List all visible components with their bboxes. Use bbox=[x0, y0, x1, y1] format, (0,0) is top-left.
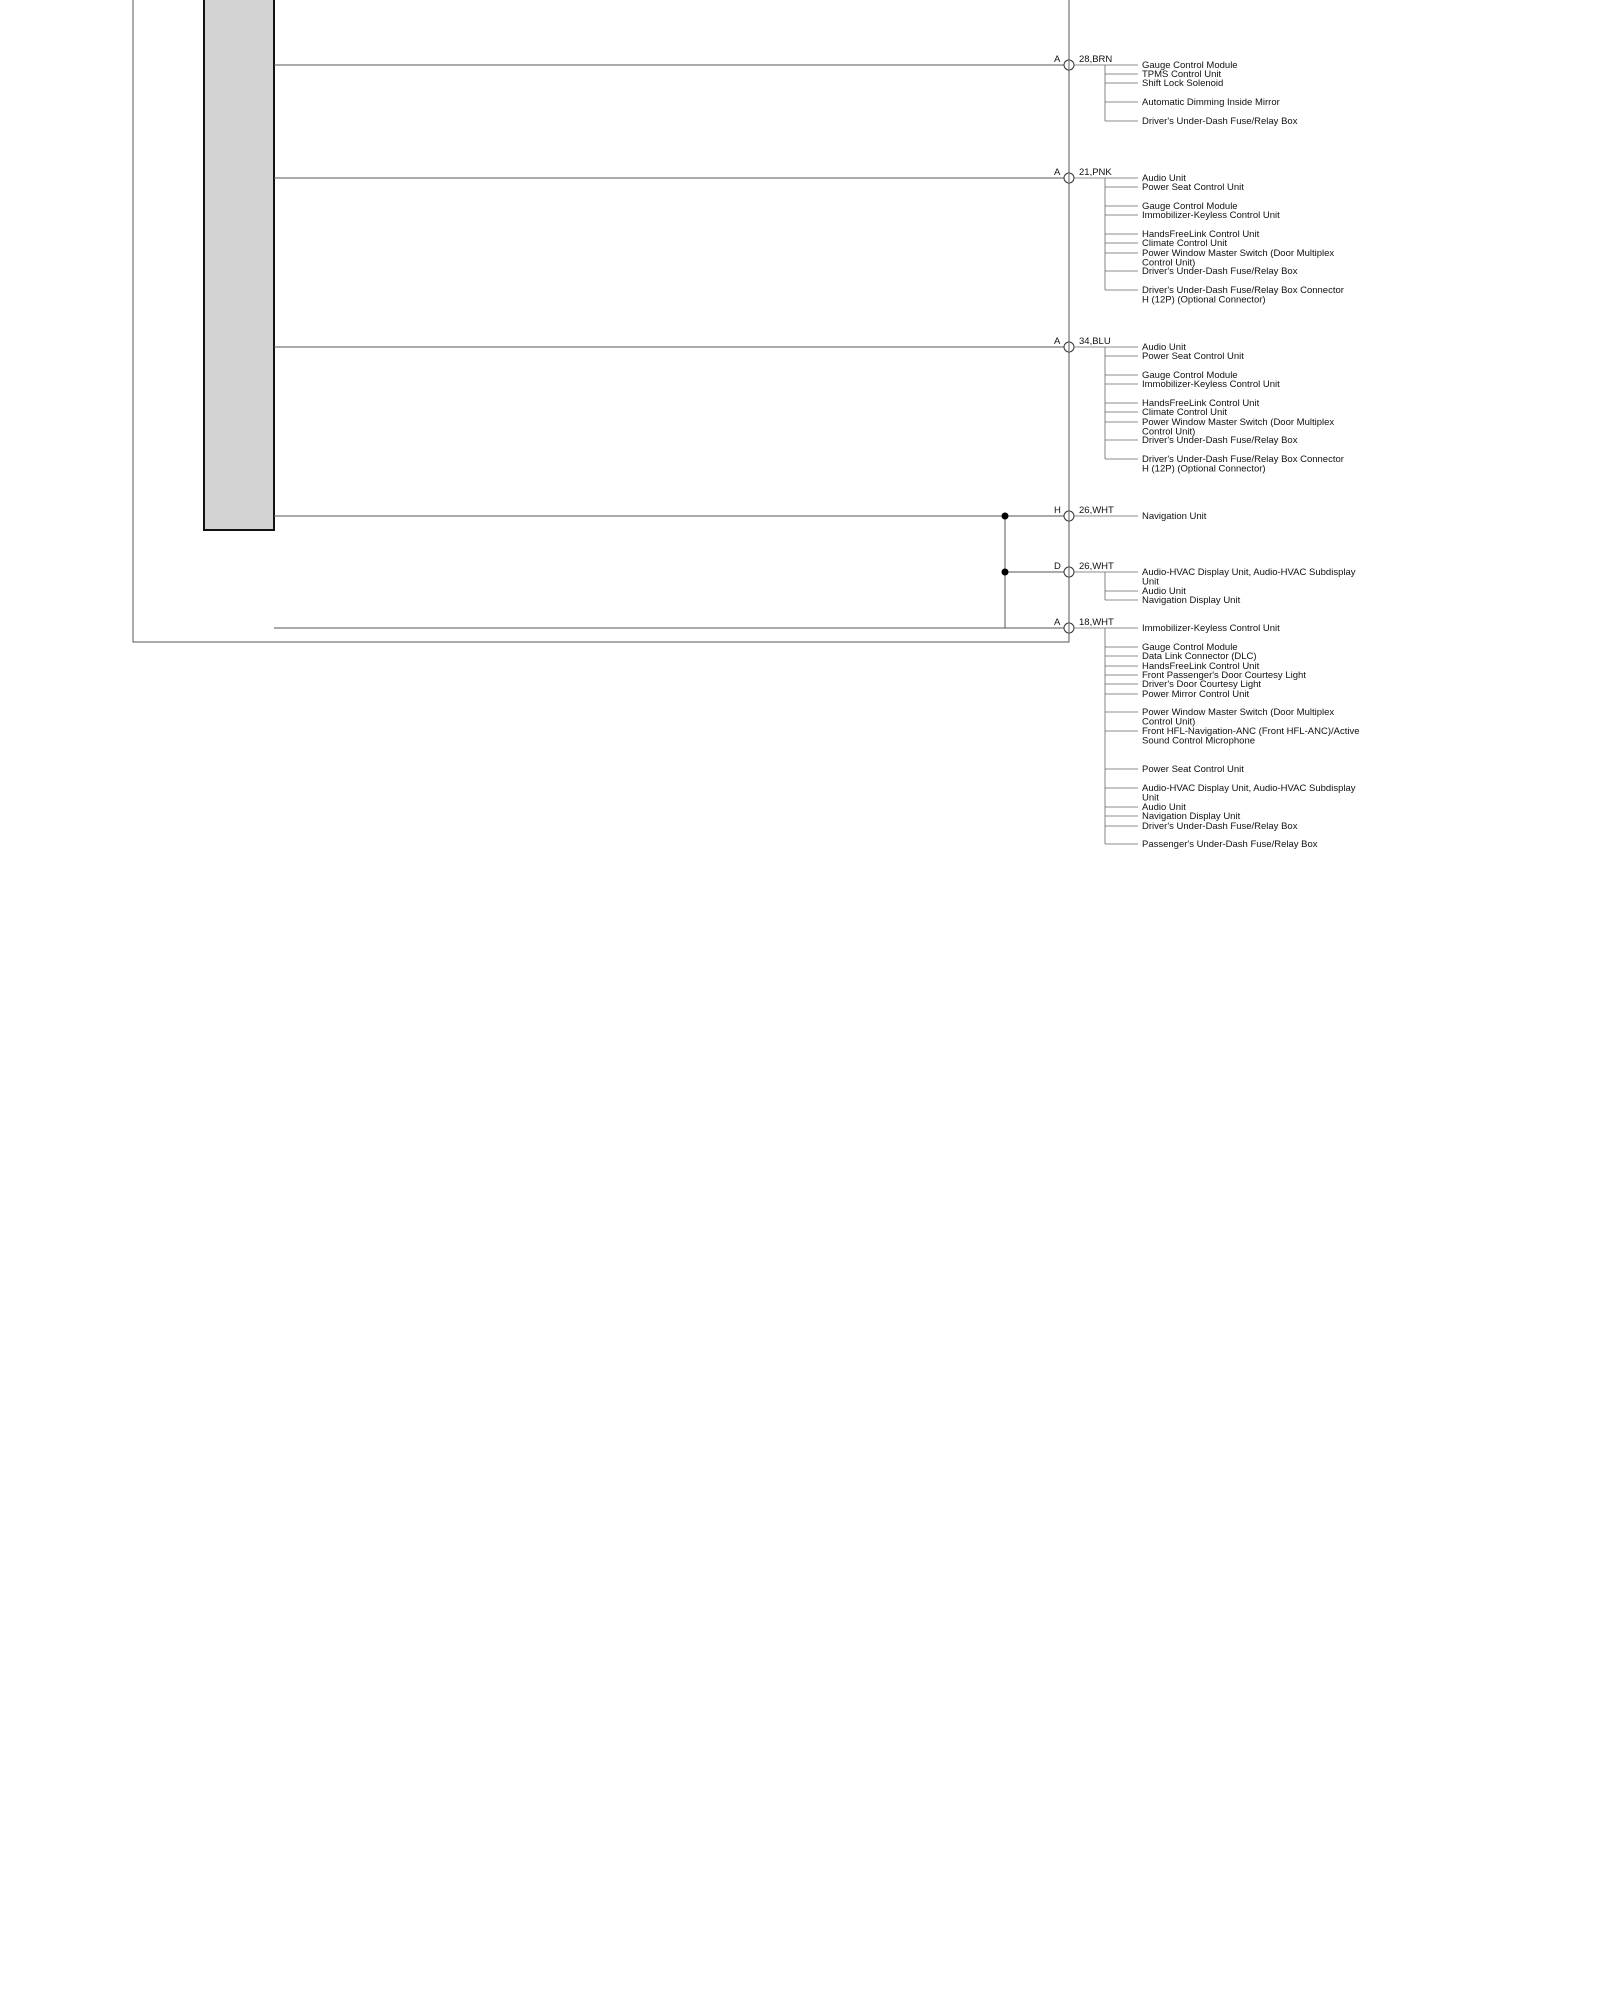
destination-label: HandsFreeLink Control Unit bbox=[1142, 661, 1260, 672]
destination-label: Driver's Under-Dash Fuse/Relay Box Connector bbox=[1142, 454, 1344, 465]
destination-label: Audio Unit bbox=[1142, 802, 1186, 813]
destination-label: Unit bbox=[1142, 792, 1159, 804]
destination-label: Power Seat Control Unit bbox=[1142, 764, 1244, 775]
destination-label: Gauge Control Module bbox=[1142, 201, 1238, 212]
destination-label: Automatic Dimming Inside Mirror bbox=[1142, 97, 1280, 108]
destination-label: Driver's Door Courtesy Light bbox=[1142, 679, 1262, 690]
junction-dot bbox=[1002, 513, 1009, 520]
destination-label: Driver's Under-Dash Fuse/Relay Box Connector bbox=[1142, 285, 1344, 296]
destination-label: Power Window Master Switch (Door Multiplex bbox=[1142, 417, 1335, 428]
destination-label: Immobilizer-Keyless Control Unit bbox=[1142, 379, 1280, 390]
wire-code: 26,WHT bbox=[1079, 505, 1114, 516]
destination-label: Audio Unit bbox=[1142, 173, 1186, 184]
destination-label: Navigation Display Unit bbox=[1142, 595, 1241, 606]
destination-label: Driver's Under-Dash Fuse/Relay Box bbox=[1142, 435, 1298, 446]
destination-label: Audio Unit bbox=[1142, 342, 1186, 353]
pin-label: H bbox=[1054, 505, 1061, 516]
destination-label: Navigation Display Unit bbox=[1142, 811, 1241, 822]
destination-label: Control Unit) bbox=[1142, 426, 1196, 438]
destination-label: Driver's Under-Dash Fuse/Relay Box bbox=[1142, 821, 1298, 832]
wire-code: 21,PNK bbox=[1079, 167, 1112, 178]
circuit-group bbox=[274, 54, 1360, 850]
destination-label: TPMS Control Unit bbox=[1142, 69, 1222, 80]
destination-label: Immobilizer-Keyless Control Unit bbox=[1142, 623, 1280, 634]
destination-label: Sound Control Microphone bbox=[1142, 735, 1256, 747]
junction-dot bbox=[1002, 569, 1009, 576]
pin-label: A bbox=[1054, 54, 1061, 65]
destination-label: Power Window Master Switch (Door Multiplex bbox=[1142, 248, 1335, 259]
destination-label: Power Seat Control Unit bbox=[1142, 351, 1244, 362]
wire-code: 28,BRN bbox=[1079, 54, 1113, 65]
destination-label: HandsFreeLink Control Unit bbox=[1142, 229, 1260, 240]
destination-label: H (12P) (Optional Connector) bbox=[1142, 294, 1266, 306]
destination-label: Power Seat Control Unit bbox=[1142, 182, 1244, 193]
destination-label: Passenger's Under-Dash Fuse/Relay Box bbox=[1142, 839, 1318, 850]
destination-label: Gauge Control Module bbox=[1142, 60, 1238, 71]
destination-label: Navigation Unit bbox=[1142, 511, 1207, 522]
destination-label: Power Mirror Control Unit bbox=[1142, 689, 1250, 700]
destination-label: Unit bbox=[1142, 576, 1159, 588]
destination-label: Audio-HVAC Display Unit, Audio-HVAC Subdisplay bbox=[1142, 783, 1356, 794]
wire-code: 26,WHT bbox=[1079, 561, 1114, 572]
destination-label: Driver's Under-Dash Fuse/Relay Box bbox=[1142, 116, 1298, 127]
destination-label: Data Link Connector (DLC) bbox=[1142, 651, 1257, 662]
destination-label: Climate Control Unit bbox=[1142, 407, 1227, 418]
destination-label: Shift Lock Solenoid bbox=[1142, 78, 1224, 89]
pin-label: A bbox=[1054, 617, 1061, 628]
pin-label: A bbox=[1054, 167, 1061, 178]
destination-label: Audio-HVAC Display Unit, Audio-HVAC Subdisplay bbox=[1142, 567, 1356, 578]
pin-label: D bbox=[1054, 561, 1061, 572]
destination-label: H (12P) (Optional Connector) bbox=[1142, 463, 1266, 475]
destination-label: Control Unit) bbox=[1142, 257, 1196, 269]
wire-code: 34,BLU bbox=[1079, 336, 1111, 347]
destination-label: Front Passenger's Door Courtesy Light bbox=[1142, 670, 1306, 681]
destination-label: Power Window Master Switch (Door Multiplex bbox=[1142, 707, 1335, 718]
destination-label: Gauge Control Module bbox=[1142, 370, 1238, 381]
destination-label: Driver's Under-Dash Fuse/Relay Box bbox=[1142, 266, 1298, 277]
destination-label: Immobilizer-Keyless Control Unit bbox=[1142, 210, 1280, 221]
destination-label: Control Unit) bbox=[1142, 716, 1196, 728]
pin-label: A bbox=[1054, 336, 1061, 347]
destination-label: Front HFL-Navigation-ANC (Front HFL-ANC)/Active bbox=[1142, 726, 1360, 737]
destination-label: Gauge Control Module bbox=[1142, 642, 1238, 653]
wire-code: 18,WHT bbox=[1079, 617, 1114, 628]
destination-label: HandsFreeLink Control Unit bbox=[1142, 398, 1260, 409]
control-module-block bbox=[204, 0, 274, 530]
destination-label: Climate Control Unit bbox=[1142, 238, 1227, 249]
destination-label: Audio Unit bbox=[1142, 586, 1186, 597]
